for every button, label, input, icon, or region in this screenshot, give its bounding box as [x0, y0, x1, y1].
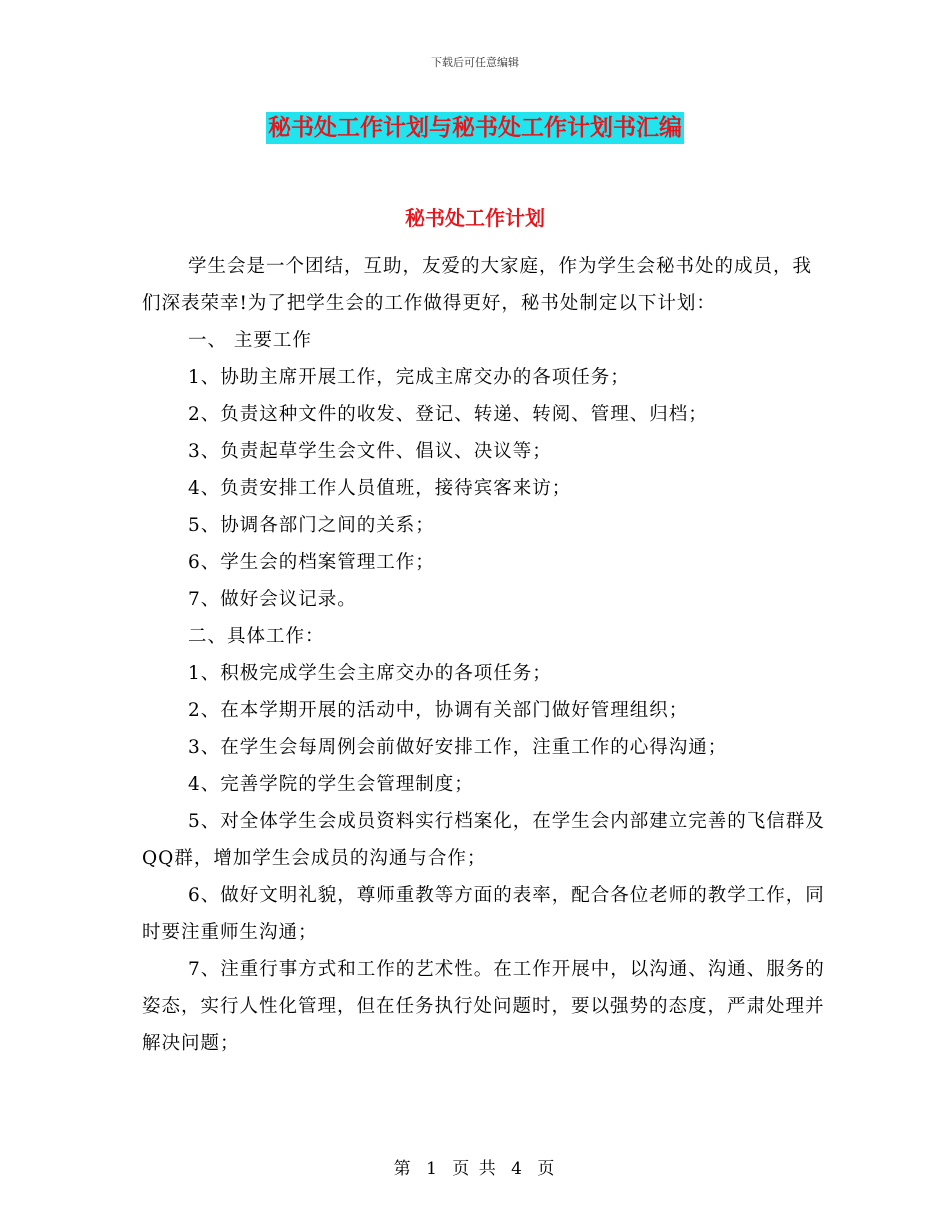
document-body [142, 248, 828, 1062]
list-item: 7、注重行事方式和工作的艺术性。在工作开展中，以沟通、沟通、服务的姿态，实行人性化管理，但在任务执行处问题时，要以强势的态度，严肃处理并解决问题； [142, 959, 825, 1054]
footer-middle: 页 共 [452, 1159, 498, 1179]
section-heading-main-work: 一、 主要工作 [188, 330, 312, 351]
section-heading-specific-work: 二、具体工作： [188, 626, 325, 647]
list-item: 5、协调各部门之间的关系； [188, 515, 435, 536]
list-item: 3、在学生会每周例会前做好安排工作，注重工作的心得沟通； [188, 737, 728, 758]
list-item: 1、协助主席开展工作，完成主席交办的各项任务； [188, 367, 630, 388]
list-item: 3、负责起草学生会文件、倡议、决议等； [188, 441, 552, 462]
header-note: 下载后可任意编辑 [431, 56, 519, 69]
current-page-number: 1 [426, 1159, 439, 1179]
section-title: 秘书处工作计划 [405, 206, 545, 230]
intro-paragraph: 学生会是一个团结，互助，友爱的大家庭，作为学生会秘书处的成员，我们深表荣幸!为了把学生会的工作做得更好，秘书处制定以下计划： [142, 256, 813, 314]
list-item: 2、负责这种文件的收发、登记、转递、转阅、管理、归档； [188, 404, 708, 425]
page-footer [0, 1154, 950, 1179]
list-item: 4、负责安排工作人员值班，接待宾客来访； [188, 478, 572, 499]
list-item: 5、对全体学生会成员资料实行档案化，在学生会内部建立完善的飞信群及QQ群，增加学生会成员的沟通与合作； [142, 811, 825, 869]
list-item: 2、在本学期开展的活动中，协调有关部门做好管理组织； [188, 700, 689, 721]
footer-suffix: 页 [537, 1159, 557, 1179]
main-title: 秘书处工作计划与秘书处工作计划书汇编 [266, 112, 684, 144]
list-item: 4、完善学院的学生会管理制度； [188, 774, 474, 795]
list-item: 6、学生会的档案管理工作； [188, 552, 435, 573]
list-item: 6、做好文明礼貌，尊师重教等方面的表率，配合各位老师的教学工作，同时要注重师生沟通； [142, 885, 825, 943]
total-pages-number: 4 [511, 1159, 524, 1179]
list-item: 7、做好会议记录。 [188, 589, 357, 610]
footer-prefix: 第 [393, 1159, 413, 1179]
list-item: 1、积极完成学生会主席交办的各项任务； [188, 663, 552, 684]
main-title-container [0, 112, 950, 144]
